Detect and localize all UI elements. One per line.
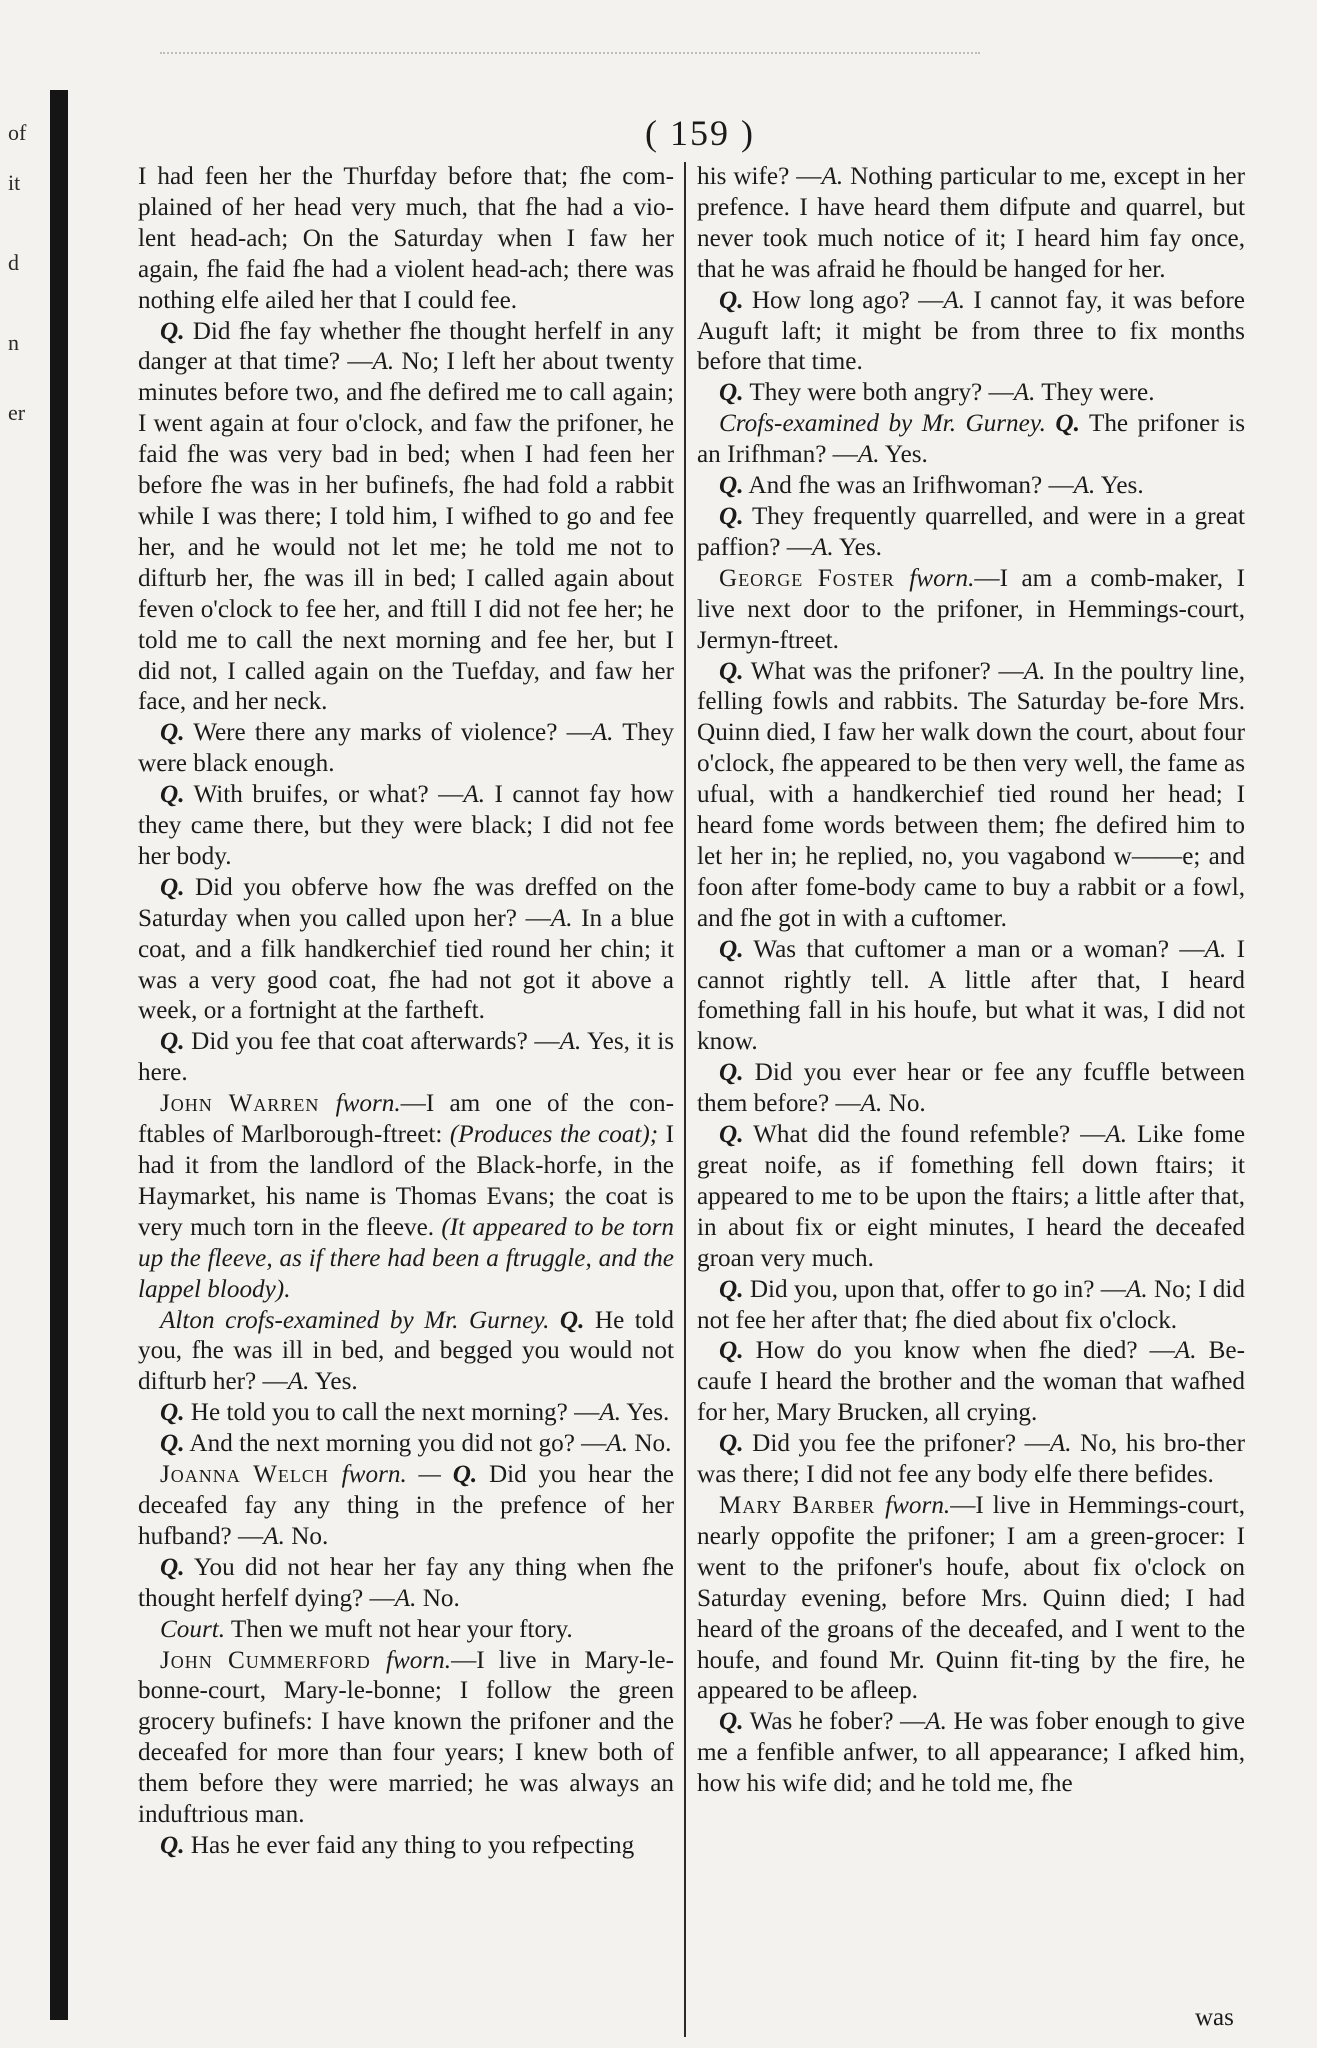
left-column xyxy=(138,162,674,1862)
question-marker: Q. xyxy=(719,1059,744,1087)
sworn-label: fworn. xyxy=(909,564,975,592)
question-text: You did not hear her fay any thing when fhe thought herfelf dying? — xyxy=(138,1553,674,1612)
question-text: How do you know when fhe died? — xyxy=(743,1337,1175,1365)
testimony-text: I had it from the landlord of the Black-horfe, in the Haymarket, his name is Thomas Evans; the coat is very much torn in the fleeve. xyxy=(138,1121,675,1241)
question-text: Did you fee that coat afterwards? — xyxy=(184,1028,560,1056)
answer-marker: A. xyxy=(1174,1337,1197,1365)
witness-name: John Warren xyxy=(160,1090,336,1118)
stage-direction: (It appeared to be torn up the fleeve, as if there had been a ftruggle, and the lappel bloody). xyxy=(138,1213,674,1303)
sworn-label: fworn. — xyxy=(341,1461,453,1489)
answer-text: They were. xyxy=(1035,379,1155,407)
answer-marker: A. xyxy=(559,1028,582,1056)
question-marker: Q. xyxy=(160,1399,185,1427)
catchword: was xyxy=(1195,2004,1234,2031)
answer-text: I cannot rightly tell. A little after that, I heard fomething fall in his houfe, but what it was, I did not know. xyxy=(697,935,1245,1056)
answer-marker: A. xyxy=(857,441,880,469)
page-number: ( 159 ) xyxy=(645,113,755,153)
paragraph xyxy=(697,471,1245,502)
answer-marker: A. xyxy=(1013,379,1036,407)
question-text: How long ago? — xyxy=(743,286,944,314)
answer-marker: A. xyxy=(943,286,966,314)
adjacent-page-fragment: of it d n er xyxy=(8,120,27,425)
question-text: Did you fee the prifoner? — xyxy=(743,1430,1050,1458)
witness-name: John Cummerford xyxy=(160,1646,386,1674)
question-marker: Q. xyxy=(719,1121,744,1149)
answer-text: They were black enough. xyxy=(138,719,674,778)
question-text: Did you ever hear or fee any fcuffle between them before? — xyxy=(697,1059,1245,1118)
cross-examination-label: Alton crofs-examined by Mr. Gurney. xyxy=(160,1306,560,1334)
paragraph xyxy=(138,1306,674,1399)
answer-text: No; I left her about twenty minutes before two, and fhe defired me to call again; I went again at four o'clock, and faw the prifoner, he faid fhe was very bad in bed; when I had feen her before fhe was in her bufinefs, fhe had fold a rabbit while I was there; I told him, I wifhed to go and fee her, and he would not let me; he told me not to difturb her, fhe was ill in bed; I called again about feven o'clock to fee her, and ftill I did not fee her; he told me to call the next morning and fee her, but I did not, I called again on the Tuefday, and faw her face, and her neck. xyxy=(138,348,675,716)
paragraph xyxy=(697,162,1245,286)
paragraph xyxy=(138,873,674,1028)
sworn-label: fworn. xyxy=(885,1491,951,1519)
paragraph xyxy=(138,1831,674,1862)
paragraph xyxy=(697,409,1245,471)
question-text: Did you obferve how fhe was dreffed on the Saturday when you called upon her? — xyxy=(138,873,674,932)
witness-name: Mary Barber xyxy=(719,1491,886,1519)
paragraph xyxy=(138,1460,674,1553)
question-text: Did fhe fay whether fhe thought herfelf in any danger at that time? — xyxy=(138,317,674,376)
question-marker: Q. xyxy=(160,1831,185,1859)
question-marker: Q. xyxy=(1055,410,1080,438)
paragraph xyxy=(697,1707,1245,1800)
question-text: Did you, upon that, offer to go in? — xyxy=(743,1275,1126,1303)
paragraph xyxy=(697,1429,1245,1491)
paragraph xyxy=(138,317,674,719)
paragraph xyxy=(138,162,674,317)
question-text: Was he fober? — xyxy=(743,1708,926,1736)
testimony-text: —I am a comb-maker, I live next door to the prifoner, in Hemmings-court, Jermyn-ftreet. xyxy=(697,564,1245,654)
answer-marker: A. xyxy=(263,1522,285,1550)
question-text: The prifoner is an Irifhman? — xyxy=(697,410,1245,469)
question-text: They frequently quarrelled, and were in a great paffion? — xyxy=(697,502,1245,561)
question-marker: Q. xyxy=(719,502,744,530)
answer-text: No. xyxy=(882,1090,926,1118)
paragraph xyxy=(138,1646,674,1831)
answer-marker: A. xyxy=(925,1708,947,1736)
paragraph xyxy=(697,286,1245,379)
testimony-text: —I am one of the con-ftables of Marlborough-ftreet: xyxy=(138,1090,674,1149)
body-text: I had feen her the Thurfday before that; fhe com-plained of her head very much, that fhe had a vio-lent head-ach; On the Saturday when I faw her again, fhe faid fhe had a violent head-ach; there was nothing elfe ailed her that I could fee. xyxy=(138,163,674,314)
answer-marker: A. xyxy=(591,719,614,747)
answer-marker: A. xyxy=(1023,657,1046,685)
paragraph xyxy=(697,1336,1245,1429)
question-text: And fhe was an Irifhwoman? — xyxy=(743,472,1074,500)
answer-marker: A. xyxy=(394,1584,417,1612)
answer-marker: A. xyxy=(1125,1275,1148,1303)
question-text: He told you, fhe was ill in bed, and begged you would not difturb her? — xyxy=(138,1306,674,1396)
question-marker: Q. xyxy=(160,873,185,901)
answer-text: Yes. xyxy=(621,1399,670,1427)
paragraph xyxy=(138,1429,674,1460)
column-divider xyxy=(684,162,686,2037)
paragraph xyxy=(697,378,1245,409)
question-marker: Q. xyxy=(160,317,185,345)
answer-marker: A. xyxy=(1105,1121,1128,1149)
witness-name: Joanna Welch xyxy=(160,1461,342,1489)
question-marker: Q. xyxy=(719,379,744,407)
question-text: With bruifes, or what? — xyxy=(184,781,464,809)
answer-text: No. xyxy=(284,1522,329,1550)
answer-marker: A. xyxy=(1049,1430,1072,1458)
court-text: Then we muft not hear your ftory. xyxy=(225,1615,573,1643)
answer-marker: A. xyxy=(287,1368,310,1396)
paragraph xyxy=(697,564,1245,657)
answer-marker: A. xyxy=(860,1090,883,1118)
question-text: Has he ever faid any thing to you refpecting xyxy=(184,1831,635,1859)
question-text: Did you hear the deceafed fay any thing in the prefence of her hufband? — xyxy=(138,1461,674,1550)
question-marker: Q. xyxy=(160,1028,185,1056)
answer-text: I cannot fay how they came there, but they were black; I did not fee her body. xyxy=(138,781,674,870)
answer-text: No. xyxy=(416,1584,460,1612)
answer-text: No. xyxy=(628,1430,672,1458)
answer-marker: A. xyxy=(606,1430,629,1458)
answer-text: Yes. xyxy=(1095,472,1144,500)
answer-text: He was fober enough to give me a fenfible anfwer, to all appearance; I afked him, how his wife did; and he told me, fhe xyxy=(697,1708,1245,1798)
answer-text: Yes. xyxy=(833,533,882,561)
paragraph xyxy=(138,1398,674,1429)
answer-marker: A. xyxy=(821,163,844,190)
answer-text: In the poultry line, felling fowls and rabbits. The Saturday be-fore Mrs. Quinn died, I faw her walk down the court, about four o'clock, fhe appeared to be then very well, the fame as ufual, with a handkerchief tied round her head; I heard fome words between them; fhe defired him to let her in; he replied, no, you vagabond w——e; and foon after fome-body came to buy a rabbit or a fowl, and fhe got in with a cuftomer. xyxy=(697,657,1245,932)
answer-text: Yes, it is here. xyxy=(138,1028,674,1087)
question-text: his wife? — xyxy=(697,163,822,190)
answer-text: Yes. xyxy=(879,441,928,469)
paragraph xyxy=(138,780,674,873)
answer-marker: A. xyxy=(550,904,573,932)
question-marker: Q. xyxy=(719,1708,744,1736)
paragraph xyxy=(697,1120,1245,1275)
paragraph xyxy=(697,1058,1245,1120)
answer-text: Like fome great noife, as if fomething fell down ftairs; it appeared to me to be upon the ftairs; a little after that, in about fix or eight minutes, I heard the deceafed groan very much. xyxy=(697,1121,1245,1272)
answer-text: Yes. xyxy=(309,1368,358,1396)
question-marker: Q. xyxy=(719,1337,744,1365)
paragraph xyxy=(697,657,1245,935)
question-marker: Q. xyxy=(160,1430,185,1458)
sworn-label: fworn. xyxy=(335,1090,401,1118)
answer-marker: A. xyxy=(811,533,834,561)
scan-noise xyxy=(160,52,980,60)
question-text: What was the prifoner? — xyxy=(743,657,1024,685)
question-marker: Q. xyxy=(452,1461,478,1489)
question-marker: Q. xyxy=(719,286,744,314)
question-marker: Q. xyxy=(719,657,744,685)
question-marker: Q. xyxy=(559,1306,585,1334)
answer-text: Nothing particular to me, except in her prefence. I have heard them difpute and quarrel, but never took much notice of it; I heard him fay once, that he was afraid he fhould be hanged for her. xyxy=(697,163,1245,283)
answer-text: No, his bro-ther was there; I did not fee any body elfe there befides. xyxy=(697,1430,1245,1489)
question-marker: Q. xyxy=(160,719,185,747)
question-text: He told you to call the next morning? — xyxy=(184,1399,600,1427)
paragraph xyxy=(697,1275,1245,1337)
question-text: And the next morning you did not go? — xyxy=(184,1430,607,1458)
paragraph xyxy=(697,1491,1245,1707)
stage-direction: (Produces the coat); xyxy=(449,1121,659,1149)
answer-text: I cannot fay, it was before Auguft laft; it might be from three to fix months before that time. xyxy=(697,286,1245,376)
testimony-text: —I live in Mary-le-bonne-court, Mary-le-bonne; I follow the green grocery bufinefs: I have known the prifoner and the deceafed for more than four years; I knew both of them before they were married; he was always an induftrious man. xyxy=(138,1646,675,1829)
paragraph xyxy=(138,1089,674,1305)
paragraph xyxy=(138,1027,674,1089)
question-marker: Q. xyxy=(160,1553,185,1581)
paragraph xyxy=(138,1553,674,1615)
paragraph xyxy=(697,502,1245,564)
answer-marker: A. xyxy=(372,348,395,376)
question-text: What did the found refemble? — xyxy=(743,1121,1106,1149)
answer-text: Be-caufe I heard the brother and the woman that wafhed for her, Mary Brucken, all crying. xyxy=(697,1337,1245,1427)
question-text: They were both angry? — xyxy=(743,379,1014,407)
witness-name: George Foster xyxy=(719,564,910,592)
testimony-text: —I live in Hemmings-court, nearly oppofite the prifoner; I am a green-grocer: I went to the prifoner's houfe, about fix o'clock on Saturday evening, before Mrs. Quinn died; I had heard of the groans of the deceafed, and I went to the houfe, and found Mr. Quinn fit-ting by the fire, he appeared to be afleep. xyxy=(697,1491,1245,1705)
answer-text: In a blue coat, and a filk handkerchief tied round her chin; it was a very good coat, fhe had not got it above a week, or a fortnight at the fartheft. xyxy=(138,904,674,1025)
paragraph xyxy=(138,1615,674,1646)
binding-shadow xyxy=(50,90,68,2020)
answer-text: No; I did not fee her after that; fhe died about fix o'clock. xyxy=(697,1275,1245,1334)
answer-marker: A. xyxy=(1073,472,1096,500)
answer-marker: A. xyxy=(463,781,486,809)
cross-examination-label: Crofs-examined by Mr. Gurney. xyxy=(719,410,1056,438)
sworn-label: fworn. xyxy=(385,1646,452,1674)
answer-marker: A. xyxy=(1204,935,1227,963)
question-text: Were there any marks of violence? — xyxy=(184,719,592,747)
right-column xyxy=(697,162,1245,1800)
paragraph xyxy=(697,935,1245,1059)
question-marker: Q. xyxy=(160,781,185,809)
paragraph xyxy=(138,718,674,780)
question-marker: Q. xyxy=(719,1430,744,1458)
question-marker: Q. xyxy=(719,935,744,963)
question-marker: Q. xyxy=(719,1275,744,1303)
answer-marker: A. xyxy=(599,1399,621,1427)
question-marker: Q. xyxy=(719,472,744,500)
court-label: Court. xyxy=(160,1615,226,1643)
question-text: Was that cuftomer a man or a woman? — xyxy=(743,935,1205,963)
